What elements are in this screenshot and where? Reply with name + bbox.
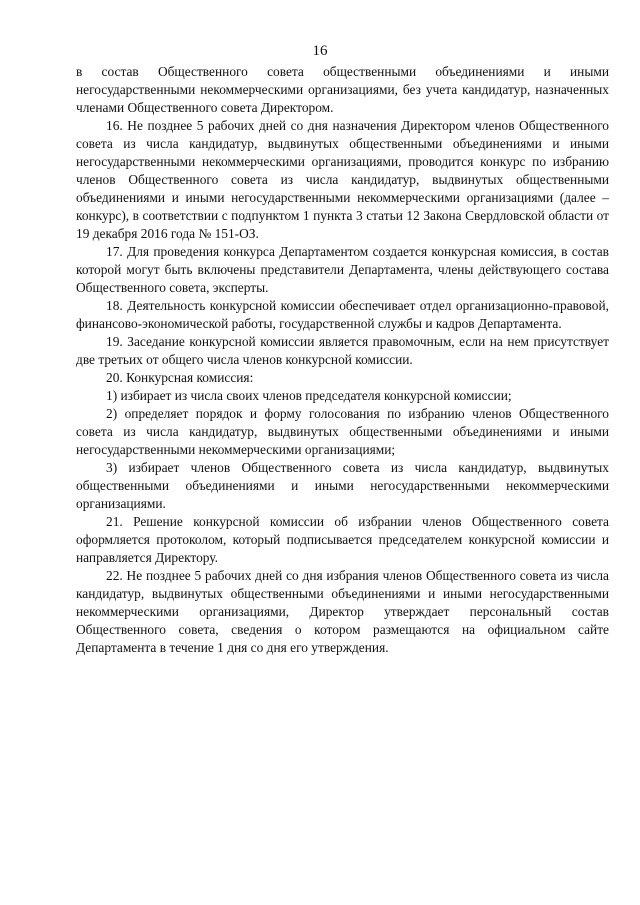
paragraph-17: 17. Для проведения конкурса Департаментом создается конкурсная комиссия, в состав которой могут быть включены представители Департамента, члены действующего состава Общественного совета, эксперты. xyxy=(76,244,609,295)
paragraph-21: 21. Решение конкурсной комиссии об избрании членов Общественного совета оформляется протоколом, который подписывается председателем конкурсной комиссии и направляется Директору. xyxy=(76,514,609,565)
paragraph-18: 18. Деятельность конкурсной комиссии обеспечивает отдел организационно-правовой, финансово-экономической работы, государственной службы и кадров Департамента. xyxy=(76,298,609,331)
paragraph-20-item-1: 1) избирает из числа своих членов председателя конкурсной комиссии; xyxy=(106,388,512,403)
paragraph-20-item-2: 2) определяет порядок и форму голосования по избранию членов Общественного совета из числа кандидатур, выдвинутых общественными объединениями и иными негосударственными некоммерческими организациями; xyxy=(76,406,609,457)
paragraph-20: 20. Конкурсная комиссия: xyxy=(106,370,254,385)
document-body xyxy=(76,63,609,657)
paragraph-19: 19. Заседание конкурсной комиссии является правомочным, если на нем присутствует две третьих от общего числа членов конкурсной комиссии. xyxy=(76,334,609,367)
paragraph-20-item-3: 3) избирает членов Общественного совета из числа кандидатур, выдвинутых общественными объединениями и иными негосударственными некоммерческими организациями. xyxy=(76,460,609,511)
paragraph-continuation: в состав Общественного совета общественными объединениями и иными негосударственными некоммерческими организациями, без учета кандидатур, назначенных членами Общественного совета Директором. xyxy=(76,64,609,115)
paragraph-22: 22. Не позднее 5 рабочих дней со дня избрания членов Общественного совета из числа кандидатур, выдвинутых общественными объединениями и иными негосударственными некоммерческими организациями, Директор утверждает персональный состав Общественного совета, сведения о котором размещаются на официальном сайте Департамента в течение 1 дня со дня его утверждения. xyxy=(76,568,609,655)
paragraph-16: 16. Не позднее 5 рабочих дней со дня назначения Директором членов Общественного совета из числа кандидатур, выдвинутых общественными объединениями и иными негосударственными некоммерческими организациями, проводится конкурс по избранию членов Общественного совета из числа кандидатур, выдвинутых общественными объединениями и иными негосударственными некоммерческими организациями (далее – конкурс), в соответствии с подпунктом 1 пункта 3 статьи 12 Закона Свердловской области от 19 декабря 2016 года № 151-ОЗ. xyxy=(76,118,609,241)
page-number: 16 xyxy=(312,43,328,59)
